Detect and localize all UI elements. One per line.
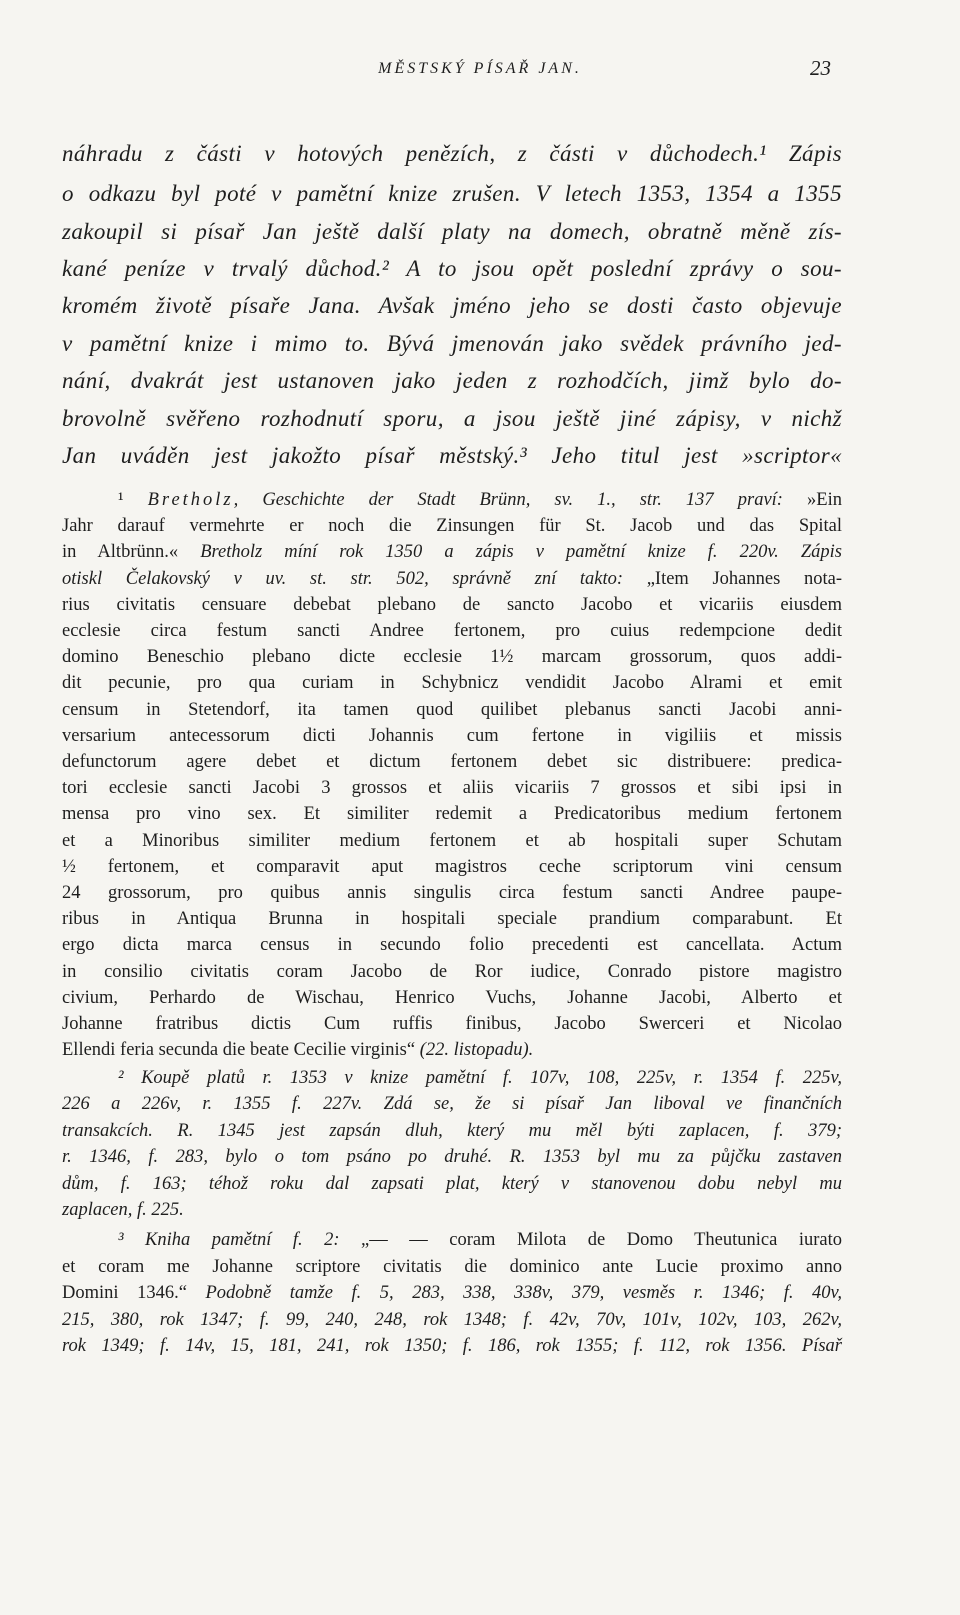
footnote-text: tori ecclesie sancti Jacobi 3 grossos et aliis vicariis 7 grossos et sibi ipsi in (62, 778, 842, 798)
footnote-text: mensa pro vino sex. Et similiter redemit a Predicatoribus medium fertonem (62, 804, 842, 824)
footnote-text: et a Minoribus similiter medium fertonem et ab hospitali super Schutam (62, 831, 842, 851)
footnote-line (62, 540, 842, 564)
footnote-line (62, 1281, 842, 1305)
body-line: o odkazu byl poté v pamětní knize zrušen. V letech 1353, 1354 a 1355 (62, 181, 842, 206)
footnote-text: in consilio civitatis coram Jacobo de Ror iudice, Conrado pistore magistro (62, 962, 842, 982)
footnote-text: ergo dicta marca census in secundo folio precedenti est cancellata. Actum (62, 935, 842, 955)
footnote-line: 226 a 226v, r. 1355 f. 227v. Zdá se, že si písař Jan liboval ve finančních (62, 1094, 842, 1114)
footnote-text: Ellendi feria secunda die beate Cecilie virginis“ (62, 1040, 420, 1060)
footnote-line (62, 1308, 842, 1332)
footnote-line (62, 671, 842, 695)
footnote-text: 215, 380, rok 1347; f. 99, 240, 248, rok 1348; f. 42v, 70v, 101v, 102v, 103, 262v, (62, 1310, 842, 1330)
body-line: nání, dvakrát jest ustanoven jako jeden z rozhodčích, jimž bylo do- (62, 368, 842, 393)
footnote-text: ribus in Antiqua Brunna in hospitali speciale prandium comparabunt. Et (62, 909, 842, 929)
footnote-line (62, 933, 842, 957)
footnote-text: ¹ (118, 490, 148, 510)
footnote-line: ² Koupě platů r. 1353 v knize pamětní f. 107v, 108, 225v, r. 1354 f. 225v, (118, 1068, 842, 1088)
body-line: kromém životě písaře Jana. Avšak jméno jeho se dosti často objevuje (62, 293, 842, 318)
footnote-text: rok 1349; f. 14v, 15, 181, 241, rok 1350; f. 186, rok 1355; f. 112, rok 1356. Písař (62, 1336, 842, 1356)
footnote-text: et coram me Johanne scriptore civitatis die dominico ante Lucie proximo anno (62, 1257, 842, 1277)
footnote-text: Bretholz (147, 490, 234, 510)
footnote-line: dům, f. 163; téhož roku dal zapsati plat, který v stanovenou dobu nebyl mu (62, 1174, 842, 1194)
running-title: MĚSTSKÝ PÍSAŘ JAN. (378, 60, 582, 77)
footnote-text: , Geschichte der Stadt Brünn, sv. 1., str. 137 praví: (233, 490, 808, 510)
footnote-line: transakcích. R. 1345 jest zapsán dluh, který mu měl býti zaplacen, f. 379; (62, 1121, 842, 1141)
footnote-line (62, 567, 842, 591)
footnote-line (118, 488, 842, 512)
footnote-line (62, 855, 842, 879)
footnote-line (62, 1012, 842, 1036)
body-line: v pamětní knize i mimo to. Bývá jmenován jako svědek právního jed- (62, 331, 842, 356)
footnote-text: Johanne fratribus dictis Cum ruffis finibus, Jacobo Swerceri et Nicolao (62, 1014, 842, 1034)
footnote-line (62, 829, 842, 853)
footnote-text: Bretholz míní rok 1350 a zápis v pamětní knize f. 220v. Zápis (200, 542, 843, 562)
footnote-text: ³ Kniha pamětní f. 2: (118, 1230, 362, 1250)
footnote-text: Podobně tamže f. 5, 283, 338, 338v, 379, vesměs r. 1346; f. 40v, (205, 1283, 842, 1303)
footnote-line (62, 776, 842, 800)
footnote-line (62, 645, 842, 669)
footnote-text: dit pecunie, pro qua curiam in Schybnicz vendidit Jacobo Alrami et emit (62, 673, 842, 693)
footnote-text: „Item Johannes nota- (646, 569, 842, 589)
footnote-line (62, 1038, 842, 1062)
footnote-text: censum in Stetendorf, ita tamen quod quilibet plebanus sancti Jacobi anni- (62, 700, 842, 720)
footnote-text: domino Beneschio plebano dicte ecclesie 1½ marcam grossorum, quos addi- (62, 647, 842, 667)
footnote-line (62, 1334, 842, 1358)
body-line: brovolně svěřeno rozhodnutí sporu, a jsou ještě jiné zápisy, v nichž (62, 406, 842, 431)
body-line: náhradu z části v hotových penězích, z části v důchodech.¹ Zápis (62, 141, 842, 166)
footnote-line (62, 960, 842, 984)
body-line: kané peníze v trvalý důchod.² A to jsou opět poslední zprávy o sou- (62, 256, 842, 281)
footnote-text: otiskl Čelakovský v uv. st. str. 502, správně zní takto: (62, 569, 647, 589)
body-line: Jan uváděn jest jakožto písař městský.³ Jeho titul jest »scriptor« (62, 443, 842, 468)
page-number: 23 (810, 56, 831, 80)
footnote-line (62, 514, 842, 538)
body-line: zakoupil si písař Jan ještě další platy na domech, obratně měně zís- (62, 219, 842, 244)
footnote-text: »Ein (807, 490, 842, 510)
footnote-text: in Altbrünn.« (62, 542, 201, 562)
footnote-text: 24 grossorum, pro quibus annis singulis circa festum sancti Andree paupe- (62, 883, 842, 903)
footnote-line (62, 802, 842, 826)
footnote-text: civium, Perhardo de Wischau, Henrico Vuchs, Johanne Jacobi, Alberto et (62, 988, 842, 1008)
footnote-text: ecclesie circa festum sancti Andree fertonem, pro cuius redempcione dedit (62, 621, 842, 641)
footnote-text: defunctorum agere debet et dictum fertonem debet sic distribuere: predica- (62, 752, 842, 772)
footnote-text: „— — coram Milota de Domo Theutunica iurato (361, 1230, 842, 1250)
footnote-line (62, 1255, 842, 1279)
footnote-text: Domini 1346.“ (62, 1283, 206, 1303)
footnote-line (62, 698, 842, 722)
footnote-line (118, 1228, 842, 1252)
footnote-line (62, 750, 842, 774)
footnote-line (62, 724, 842, 748)
footnote-line (62, 907, 842, 931)
footnote-line (62, 881, 842, 905)
footnote-text: ½ fertonem, et comparavit aput magistros ceche scriptorum vini censum (62, 857, 842, 877)
footnote-line (62, 593, 842, 617)
footnote-text: versarium antecessorum dicti Johannis cum fertone in vigiliis et missis (62, 726, 842, 746)
footnote-text: rius civitatis censuare debebat plebano de sancto Jacobo et vicariis eiusdem (62, 595, 842, 615)
footnote-line (62, 986, 842, 1010)
footnote-text: Jahr darauf vermehrte er noch die Zinsungen für St. Jacob und das Spital (62, 516, 842, 536)
footnote-line: r. 1346, f. 283, bylo o tom psáno po druhé. R. 1353 byl mu za půjčku zastaven (62, 1147, 842, 1167)
footnote-line: zaplacen, f. 225. (62, 1200, 184, 1220)
footnote-text: (22. listopadu). (419, 1040, 534, 1060)
footnote-line (62, 619, 842, 643)
